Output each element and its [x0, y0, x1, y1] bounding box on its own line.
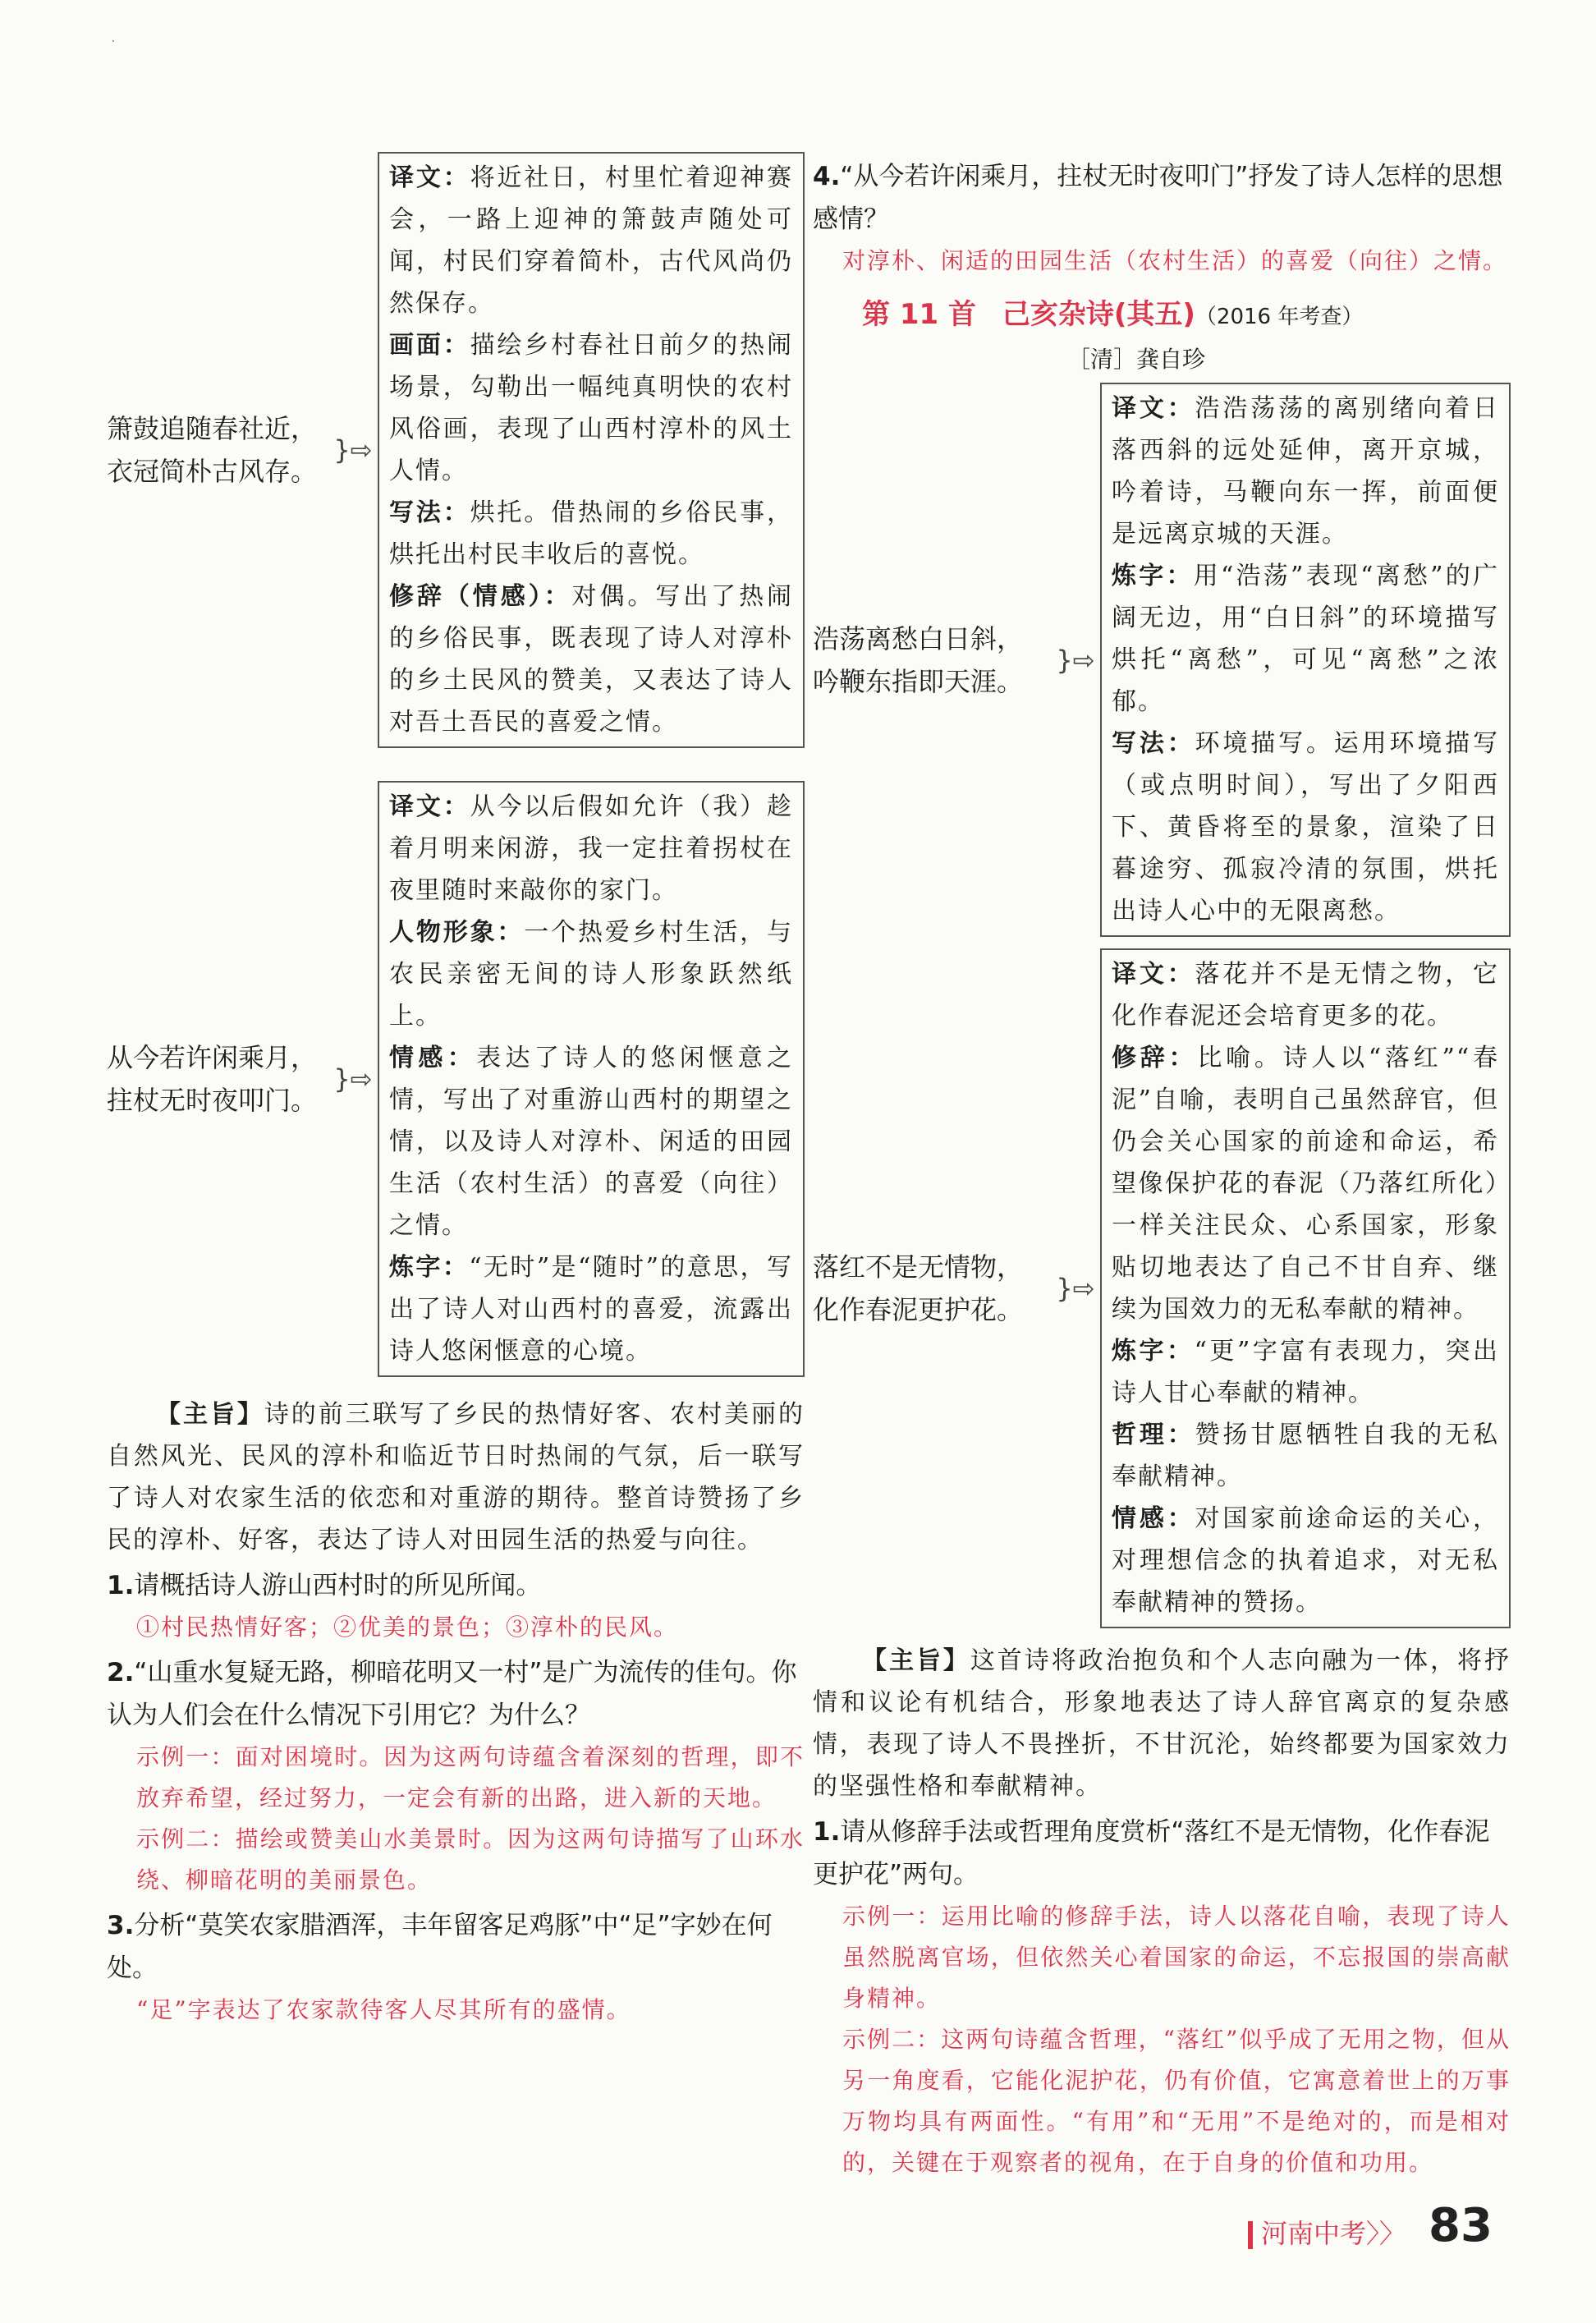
annotation-group	[107, 781, 805, 1377]
answer: 对淳朴、闲适的田园生活（农村生活）的喜爱（向往）之情。	[842, 247, 1508, 274]
answer: 示例二：描绘或赞美山水美景时。因为这两句诗描写了山环水绕、柳暗花明的美丽景色。	[136, 1825, 805, 1894]
note: 炼字：“更”字富有表现力，突出诗人甘心奉献的精神。	[1112, 1337, 1499, 1407]
question: 2.“山重水复疑无路，柳暗花明又一村”是广为流传的佳句。你认为人们会在什么情况下引用它？为什么？ 示例一：面对困境时。因为这两句诗蕴含着深刻的哲理，即不放弃希望，经过努力，一定会有新的出路，进入新的天地。 示例二：描绘或赞美山水美景时。因为这两句诗描写了山环水绕、柳暗花明的美丽景色。	[107, 1651, 805, 1901]
note: 情感：对国家前途命运的关心，对理想信念的执着追求，对无私奉献精神的赞扬。	[1112, 1504, 1500, 1617]
poem-couplet: 浩荡离愁白日斜， 吟鞭东指即天涯。	[813, 622, 1024, 697]
annotation-box	[378, 781, 805, 1377]
note: 炼字：“无时”是“随时”的意思，写出了诗人对山西村的喜爱，流露出诗人悠闲惬意的心境。	[389, 1253, 793, 1366]
footer-bar	[1248, 2221, 1253, 2249]
answer: 示例二：这两句诗蕴含哲理，“落红”似乎成了无用之物，但从另一角度看，它能化泥护花，仍有价值，它寓意着世上的万事万物均具有两面性。“有用”和“无用”不是绝对的，而是相对的，关键在于观察者的视角，在于自身的价值和功用。	[842, 2026, 1511, 2176]
brace-arrow-icon: }⇨	[1056, 644, 1095, 676]
poem-title: 第 11 首 己亥杂诗(其五)（2016 年考查）	[862, 298, 1364, 331]
chevron-right-icon: 〉〉	[1366, 2218, 1406, 2249]
note: 情感：表达了诗人的悠闲惬意之情，写出了对重游山西村的期望之情，以及诗人对淳朴、闲适的田园生活（农村生活）的喜爱（向往）之情。	[389, 1044, 794, 1240]
brace-arrow-icon: }⇨	[1056, 1273, 1095, 1304]
question: 1.请从修辞手法或哲理角度赏析“落红不是无情物，化作春泥更护花”两句。 示例一：运用比喻的修辞手法，诗人以落花自喻，表现了诗人虽然脱离官场，但依然关心着国家的命运，不忘报国的崇高献身精神。 示例二：这两句诗蕴含哲理，“落红”似乎成了无用之物，但从另一角度看，它能化泥护花，仍有价值，它寓意着世上的万事万物均具有两面性。“有用”和“无用”不是绝对的，而是相对的，关键在于观察者的视角，在于自身的价值和功用。	[813, 1811, 1511, 2183]
question: 3.分析“莫笑农家腊酒浑，丰年留客足鸡豚”中“足”字妙在何处。 “足”字表达了农家款待客人尽其所有的盛情。	[107, 1904, 805, 2031]
answer: 示例一：运用比喻的修辞手法，诗人以落花自喻，表现了诗人虽然脱离官场，但依然关心着国家的命运，不忘报国的崇高献身精神。	[842, 1903, 1511, 2012]
note: 修辞（情感）：对偶。写出了热闹的乡俗民事，既表现了诗人对淳朴的乡土民风的赞美，又表达了诗人对吾土吾民的喜爱之情。	[389, 582, 793, 737]
corner-mark: ·	[111, 33, 116, 50]
answer: ①村民热情好客；②优美的景色；③淳朴的民风。	[136, 1614, 679, 1641]
answer: 示例一：面对困境时。因为这两句诗蕴含着深刻的哲理，即不放弃希望，经过努力，一定会有新的出路，进入新的天地。	[136, 1743, 805, 1811]
answer: “足”字表达了农家款待客人尽其所有的盛情。	[136, 1996, 631, 2023]
left-column	[107, 152, 805, 2031]
poem-couplet: 从今若许闲乘月， 拄杖无时夜叩门。	[107, 1042, 318, 1116]
note: 译文：落花并不是无情之物，它化作春泥还会培育更多的花。	[1112, 960, 1500, 1031]
annotation-group	[813, 383, 1511, 937]
annotation-group	[107, 152, 805, 748]
note: 译文：浩浩荡荡的离别绪向着日落西斜的远处延伸，离开京城，吟着诗，马鞭向东一挥，前面便是远离京城的天涯。	[1112, 394, 1500, 549]
note: 修辞：比喻。诗人以“落红”“春泥”自喻，表明自己虽然辞官，但仍会关心国家的前途和命运，希望像保护花的春泥（乃落红所化）一样关注民众、心系国家，形象贴切地表达了自己不甘自弃、继续为国效力的无私奉献的精神。	[1112, 1044, 1500, 1324]
poem-author: ［清］龚自珍	[1067, 346, 1206, 373]
note: 哲理：赞扬甘愿牺牲自我的无私奉献精神。	[1112, 1421, 1500, 1491]
footer-label: 河南中考〉〉	[1248, 2213, 1406, 2251]
note: 画面：描绘乡村春社日前夕的热闹场景，勾勒出一幅纯真明快的农村风俗画，表现了山西村淳朴的风土人情。	[389, 331, 794, 485]
note: 译文：从今以后假如允许（我）趁着月明来闲游，我一定拄着拐杖在夜里随时来敲你的家门。	[389, 792, 794, 905]
note: 写法：环境描写。运用环境描写（或点明时间），写出了夕阳西下、黄昏将至的景象，渲染了日暮途穷、孤寂冷清的氛围，烘托出诗人心中的无限离愁。	[1112, 729, 1500, 925]
poem-couplet: 落红不是无情物， 化作春泥更护花。	[813, 1251, 1024, 1325]
question: 1.请概括诗人游山西村时的所见所闻。 ①村民热情好客；②优美的景色；③淳朴的民风。	[107, 1564, 805, 1648]
note: 人物形象：一个热爱乡村生活，与农民亲密无间的诗人形象跃然纸上。	[389, 918, 794, 1031]
annotation-box	[378, 152, 805, 748]
note: 写法：烘托。借热闹的乡俗民事，烘托出村民丰收后的喜悦。	[389, 498, 794, 569]
note: 译文：将近社日，村里忙着迎神赛会，一路上迎神的箫鼓声随处可闻，村民们穿着简朴，古代风尚仍然保存。	[389, 163, 794, 318]
annotation-box	[1100, 948, 1511, 1628]
annotation-group	[813, 948, 1511, 1628]
right-column	[813, 152, 1511, 2183]
brace-arrow-icon: }⇨	[333, 1063, 373, 1095]
poem-couplet: 箫鼓追随春社近， 衣冠简朴古风存。	[107, 413, 318, 487]
question: 4.“从今若许闲乘月，拄杖无时夜叩门”抒发了诗人怎样的思想感情？ 对淳朴、闲适的田园生活（农村生活）的喜爱（向往）之情。	[813, 155, 1511, 282]
theme-paragraph: 【主旨】这首诗将政治抱负和个人志向融为一体，将抒情和议论有机结合，形象地表达了诗人辞官离京的复杂感情，表现了诗人不畏挫折，不甘沉沦，始终都要为国家效力的坚强性格和奉献精神。	[813, 1646, 1511, 1801]
note: 炼字：用“浩荡”表现“离愁”的广阔无边，用“白日斜”的环境描写烘托“离愁”，可见“离愁”之浓郁。	[1112, 562, 1499, 716]
annotation-box	[1100, 383, 1511, 937]
brace-arrow-icon: }⇨	[333, 434, 373, 466]
theme-paragraph: 【主旨】诗的前三联写了乡民的热情好客、农村美丽的自然风光、民风的淳朴和临近节日时热闹的气氛，后一联写了诗人对农家生活的依恋和对重游的期待。整首诗赞扬了乡民的淳朴、好客，表达了诗人对田园生活的热爱与向往。	[107, 1400, 805, 1554]
page-number: 83	[1429, 2199, 1493, 2252]
